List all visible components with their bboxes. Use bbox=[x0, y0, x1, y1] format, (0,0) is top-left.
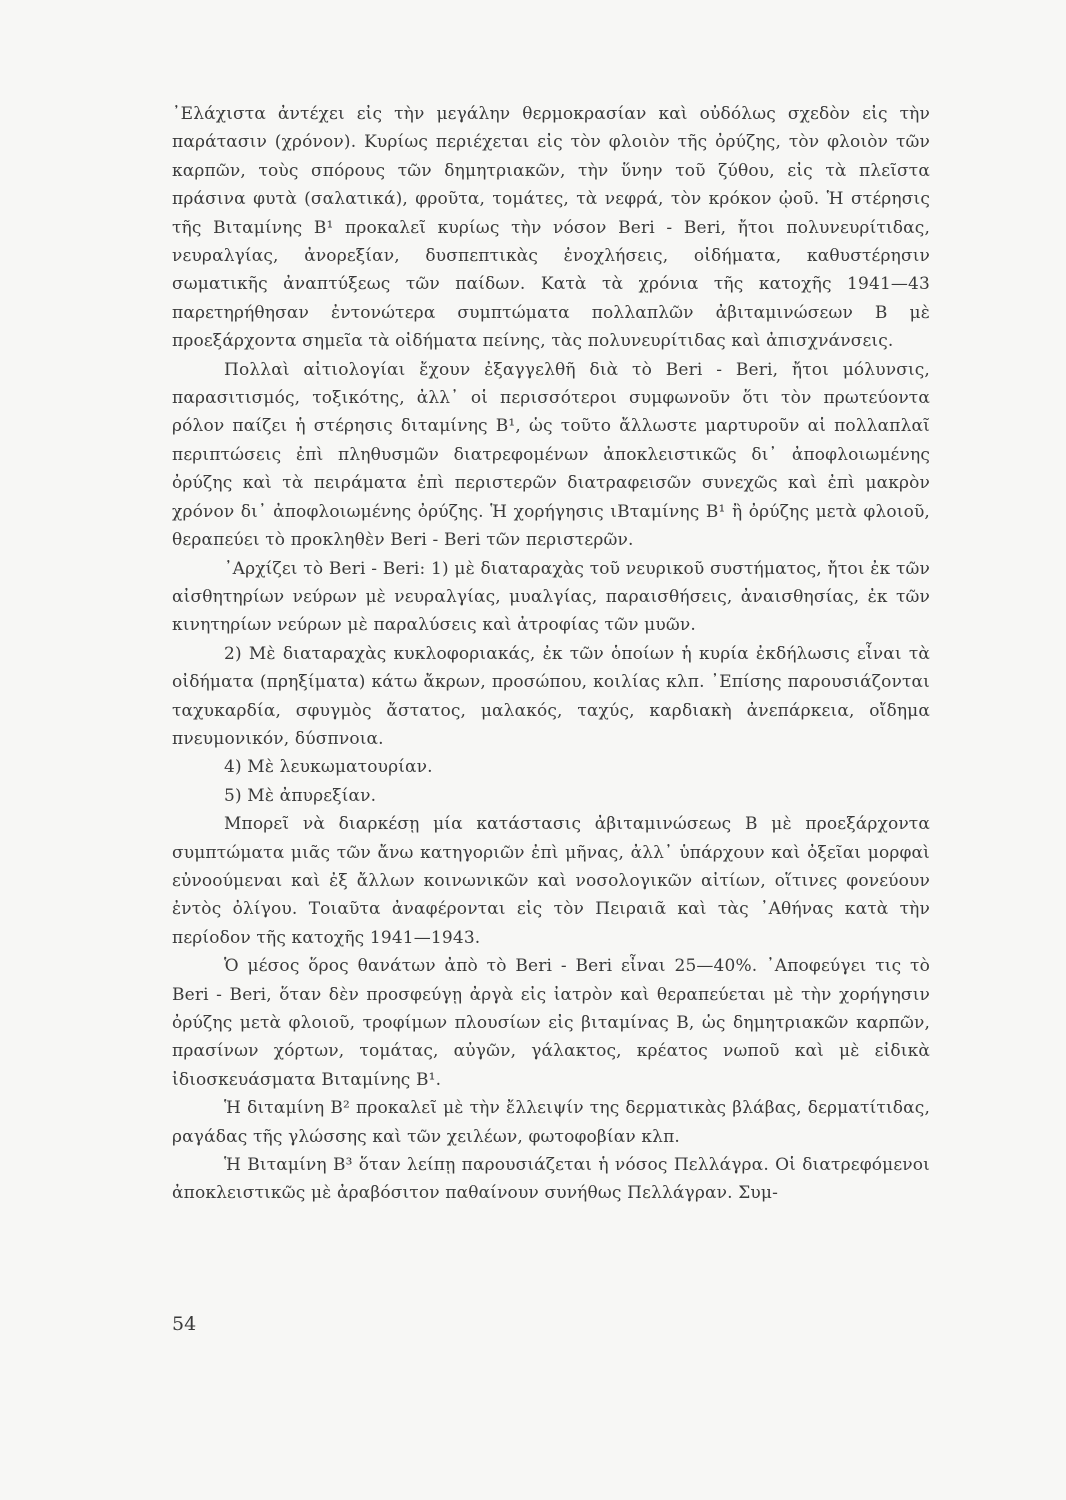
paragraph-1: ᾿Ελάχιστα ἀντέχει εἰς τὴν μεγάλην θερμοκρασίαν καὶ οὐδόλως σχεδὸν εἰς τὴν παράτασιν (χρόνον). Κυρίως περιέχεται εἰς τὸν φλοιὸν τῆς ὀρύζης, τὸν φλοιὸν τῶν καρπῶν, τοὺς σπόρους τῶν δημητριακῶν, τὴν ὕνην τοῦ ζύθου, εἰς τὰ πλεῖστα πράσινα φυτὰ (σαλατικά), φροῦτα, τομάτες, τὰ νεφρά, τὸν κρόκον ᾠοῦ. Ἡ στέρησις τῆς Βιταμίνης Β¹ προκαλεῖ κυρίως τὴν νόσον Beri - Beri, ἤτοι πολυνευρίτιδας, νευραλγίας, ἀνορεξίαν, δυσπεπτικὰς ἐνοχλήσεις, οἰδήματα, καθυστέρησιν σωματικῆς ἀναπτύξεως τῶν παίδων. Κατὰ τὰ χρόνια τῆς κατοχῆς 1941—43 παρετηρήθησαν ἐντονώτερα συμπτώματα πολλαπλῶν ἀβιταμινώσεων Β μὲ προεξάρχοντα σημεῖα τὰ οἰδήματα πείνης, τὰς πολυνευρίτιδας καὶ ἀπισχνάνσεις. bbox=[172, 104, 930, 352]
body-text bbox=[172, 100, 930, 1208]
paragraph-10: Ἡ Βιταμίνη Β³ ὅταν λείπῃ παρουσιάζεται ἡ νόσος Πελλάγρα. Οἱ διατρεφόμενοι ἀποκλειστικῶς μὲ ἀραβόσιτον παθαίνουν συνήθως Πελλάγραν. Συμ- bbox=[172, 1155, 930, 1204]
paragraph-6: 5) Μὲ ἀπυρεξίαν. bbox=[224, 785, 377, 806]
paragraph-9: Ἡ διταμίνη Β² προκαλεῖ μὲ τὴν ἔλλειψίν της δερματικὰς βλάβας, δερματίτιδας, ραγάδας τῆς γλώσσης καὶ τῶν χειλέων, φωτοφοβίαν κλπ. bbox=[172, 1098, 930, 1147]
paragraph-7: Μπορεῖ νὰ διαρκέσῃ μία κατάστασις ἀβιταμινώσεως Β μὲ προεξάρχοντα συμπτώματα μιᾶς τῶν ἄνω κατηγοριῶν ἐπὶ μῆνας, ἀλλ᾿ ὑπάρχουν καὶ ὀξεῖαι μορφαὶ εὐνοούμεναι καὶ ἐξ ἄλλων κοινωνικῶν καὶ νοσολογικῶν αἰτίων, οἵτινες φονεύουν ἐντὸς ὀλίγου. Τοιαῦτα ἀναφέρονται εἰς τὸν Πειραιᾶ καὶ τὰς ᾿Αθήνας κατὰ τὴν περίοδον τῆς κατοχῆς 1941—1943. bbox=[172, 814, 930, 948]
paragraph-2: Πολλαὶ αἰτιολογίαι ἔχουν ἐξαγγελθῆ διὰ τὸ Beri - Beri, ἤτοι μόλυνσις, παρασιτισμός, τοξικότης, ἀλλ᾿ οἱ περισσότεροι συμφωνοῦν ὅτι τὸν πρωτεύοντα ρόλον παίζει ἡ στέρησις διταμίνης Β¹, ὡς τοῦτο ἄλλωστε μαρτυροῦν αἱ πολλαπλαῖ περιπτώσεις ἐπὶ πληθυσμῶν διατρεφομένων ἀποκλειστικῶς δι᾿ ἀποφλοιωμένης ὀρύζης καὶ τὰ πειράματα ἐπὶ περιστερῶν διατραφεισῶν συνεχῶς καὶ ἐπὶ μακρὸν χρόνον δι᾿ ἀποφλοιωμένης ὀρύζης. Ἡ χορήγησις ιΒταμίνης Β¹ ἢ ὀρύζης μετὰ φλοιοῦ, θεραπεύει τὸ προκληθὲν Beri - Beri τῶν περιστερῶν. bbox=[172, 359, 930, 551]
page-number: 54 bbox=[172, 1313, 197, 1335]
paragraph-8: Ὁ μέσος ὅρος θανάτων ἀπὸ τὸ Beri - Beri εἶναι 25—40%. ᾿Αποφεύγει τις τὸ Beri - Beri, ὅταν δὲν προσφεύγῃ ἀργὰ εἰς ἰατρὸν καὶ θεραπεύεται μὲ τὴν χορήγησιν ὀρύζης μετὰ φλοιοῦ, τροφίμων πλουσίων εἰς βιταμίνας Β, ὡς δημητριακῶν καρπῶν, πρασίνων χόρτων, τομάτας, αὐγῶν, γάλακτος, κρέατος νωποῦ καὶ μὲ εἰδικὰ ἰδιοσκευάσματα Βιταμίνης Β¹. bbox=[172, 956, 930, 1090]
paragraph-5: 4) Μὲ λευκωματουρίαν. bbox=[224, 757, 433, 778]
paragraph-4: 2) Μὲ διαταραχὰς κυκλοφοριακάς, ἐκ τῶν ὁποίων ἡ κυρία ἐκδήλωσις εἶναι τὰ οἰδήματα (πρηξίματα) κάτω ἄκρων, προσώπου, κοιλίας κλπ. ᾿Επίσης παρουσιάζονται ταχυκαρδία, σφυγμὸς ἄστατος, μαλακός, ταχύς, καρδιακὴ ἀνεπάρκεια, οἴδημα πνευμονικόν, δύσπνοια. bbox=[172, 643, 930, 749]
paragraph-3: ᾿Αρχίζει τὸ Beri - Beri: 1) μὲ διαταραχὰς τοῦ νευρικοῦ συστήματος, ἤτοι ἐκ τῶν αἰσθητηρίων νεύρων μὲ νευραλγίας, μυαλγίας, παραισθήσεις, ἀναισθησίας, ἐκ τῶν κινητηρίων νεύρων μὲ παραλύσεις καὶ ἀτροφίας τῶν μυῶν. bbox=[172, 558, 930, 636]
